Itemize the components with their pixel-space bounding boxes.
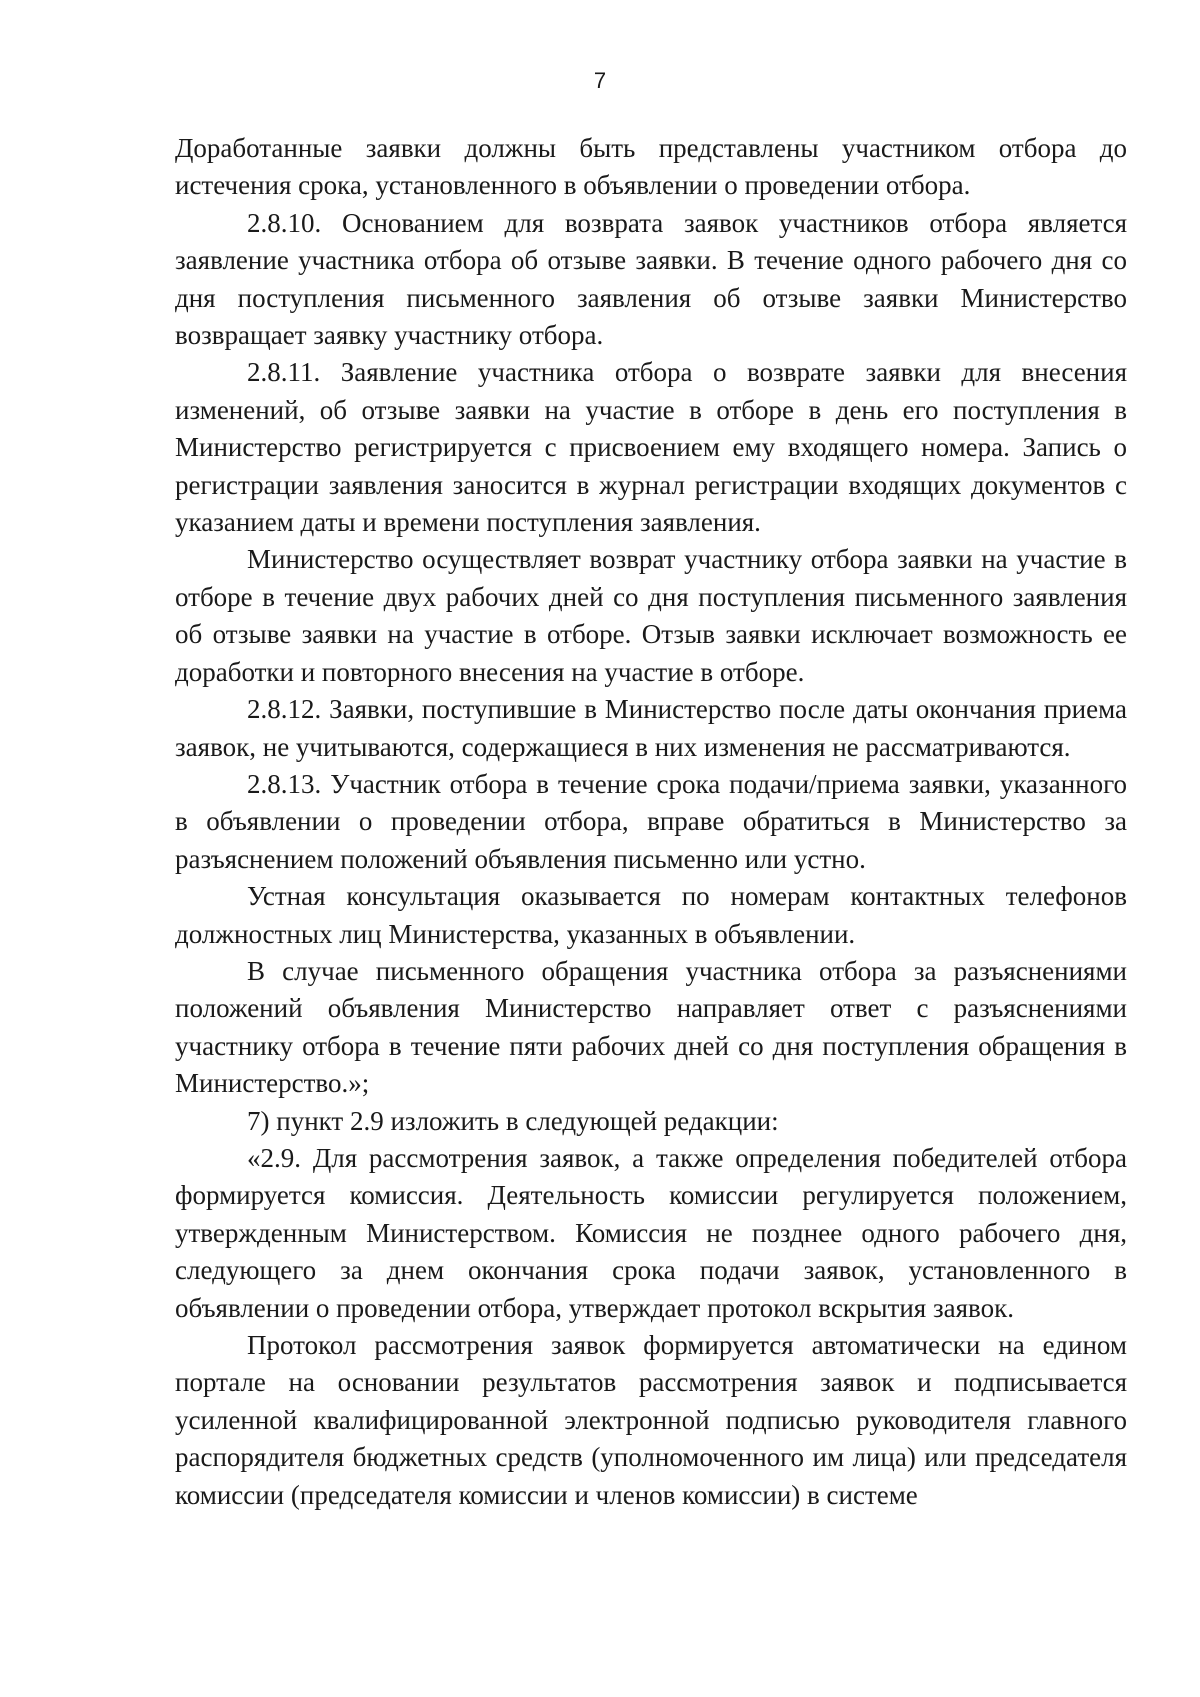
paragraph-return-of-application: Министерство осуществляет возврат участнику отбора заявки на участие в отборе в течение двух рабочих дней со дня поступления письменного заявления об отзыве заявки на участие в отборе. Отзыв заявки исключает возможность ее доработки и повторного внесения на участие в отборе. xyxy=(175,544,1127,687)
paragraph-2-8-10: 2.8.10. Основанием для возврата заявок участников отбора является заявление участника отбора об отзыве заявки. В течение одного рабочего дня со дня поступления письменного заявления об отзыве заявки Министерство возвращает заявку участнику отбора. xyxy=(175,207,1127,351)
page-number: 7 xyxy=(593,68,607,93)
paragraph-2-9: «2.9. Для рассмотрения заявок, а также определения победителей отбора формируется комиссия. Деятельность комиссии регулируется положением, утвержденным Министерством. Комиссия не позднее одного рабочего дня, следующего за днем окончания срока подачи заявок, установленного в объявлении о проведении отбора, утверждает протокол вскрытия заявок. xyxy=(175,1142,1127,1323)
paragraph-written-request: В случае письменного обращения участника отбора за разъяснениями положений объявления Министерство направляет ответ с разъяснениями участнику отбора в течение пяти рабочих дней со дня поступления обращения в Министерство.»; xyxy=(175,955,1127,1099)
paragraph-2-8-11: 2.8.11. Заявление участника отбора о возврате заявки для внесения изменений, об отзыве заявки на участие в отборе в день его поступления в Министерство регистрируется с присвоением ему входящего номера. Запись о регистрации заявления заносится в журнал регистрации входящих документов с указанием даты и времени поступления заявления. xyxy=(175,357,1127,538)
paragraph-oral-consultation: Устная консультация оказывается по номерам контактных телефонов должностных лиц Министерства, указанных в объявлении. xyxy=(175,881,1127,949)
document-body xyxy=(175,130,1127,1514)
paragraph-protocol: Протокол рассмотрения заявок формируется автоматически на едином портале на основании результатов рассмотрения заявок и подписывается усиленной квалифицированной электронной подписью руководителя главного распорядителя бюджетных средств (уполномоченного им лица) или председателя комиссии (председателя комиссии и членов комиссии) в системе xyxy=(175,1330,1127,1510)
paragraph-2-8-12: 2.8.12. Заявки, поступившие в Министерство после даты окончания приема заявок, не учитываются, содержащиеся в них изменения не рассматриваются. xyxy=(175,694,1127,762)
paragraph-2-8-13: 2.8.13. Участник отбора в течение срока подачи/приема заявки, указанного в объявлении о проведении отбора, вправе обратиться в Министерство за разъяснением положений объявления письменно или устно. xyxy=(175,768,1127,874)
paragraph-continuation: Доработанные заявки должны быть представлены участником отбора до истечения срока, установленного в объявлении о проведении отбора. xyxy=(175,133,1127,201)
paragraph-item-7: 7) пункт 2.9 изложить в следующей редакции: xyxy=(247,1105,779,1136)
